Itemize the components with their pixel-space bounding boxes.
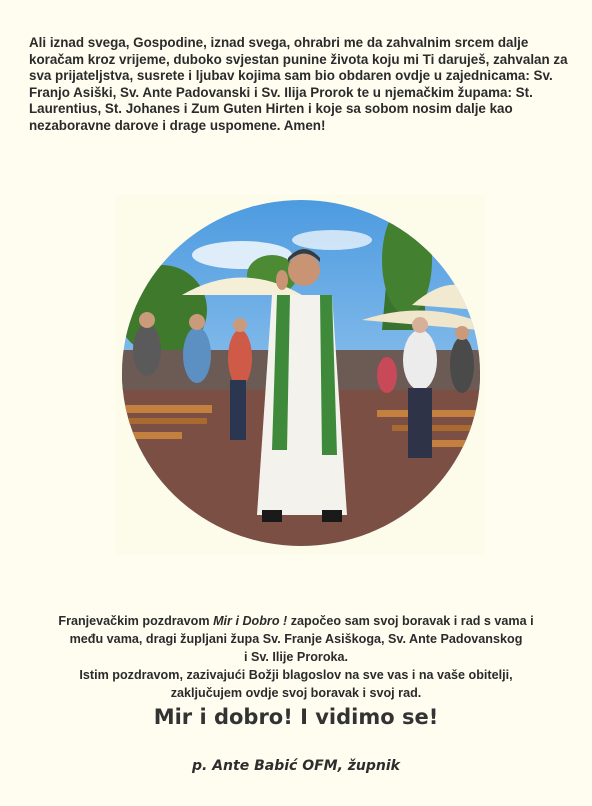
prayer-line-3: sva prijateljstva, susrete i ljubav kojima sam bio obdaren ovdje u zajednicama: Sv. bbox=[29, 68, 553, 83]
greeting-intro: Franjevačkim pozdravom bbox=[58, 614, 214, 628]
greeting-motto: Mir i Dobro ! bbox=[213, 614, 288, 628]
greeting-line-4: Istim pozdravom, zazivajući Božji blagoslov na sve vas i na vaše obitelji, bbox=[79, 668, 513, 682]
prayer-line-1: Ali iznad svega, Gospodine, iznad svega, ohrabri me da zahvalnim srcem dalje bbox=[29, 35, 529, 50]
greeting-line-2: među vama, dragi župljani župa Sv. Franje Asiškoga, Sv. Ante Padovanskog bbox=[69, 632, 523, 646]
greeting-line-1 bbox=[20, 612, 572, 630]
signature: p. Ante Babić OFM, župnik bbox=[192, 758, 400, 774]
farewell-prayer bbox=[29, 35, 569, 134]
photo-illustration bbox=[122, 200, 480, 546]
greeting-message bbox=[20, 612, 572, 702]
greeting-line-3: i Sv. Ilije Proroka. bbox=[243, 650, 349, 664]
greeting-rest: započeo sam svoj boravak i rad s vama i bbox=[287, 614, 534, 628]
prayer-line-5: Laurentius, St. Johanes i Zum Guten Hirten i koje sa sobom nosim dalje kao bbox=[29, 101, 513, 116]
prayer-line-2: koračam kroz vrijeme, duboko svjestan punine života koju mi Ti daruješ, zahvalan za bbox=[29, 51, 568, 67]
closing-phrase: Mir i dobro! I vidimo se! bbox=[153, 705, 439, 729]
priest-photo bbox=[122, 200, 480, 546]
greeting-line-5: zaključujem ovdje svoj boravak i svoj rad. bbox=[170, 686, 422, 700]
prayer-line-6: nezaboravne darove i drage uspomene. Amen! bbox=[29, 117, 326, 133]
prayer-line-4: Franjo Asiški, Sv. Ante Padovanski i Sv. Ilija Prorok te u njemačkim župama: St. bbox=[29, 84, 533, 100]
